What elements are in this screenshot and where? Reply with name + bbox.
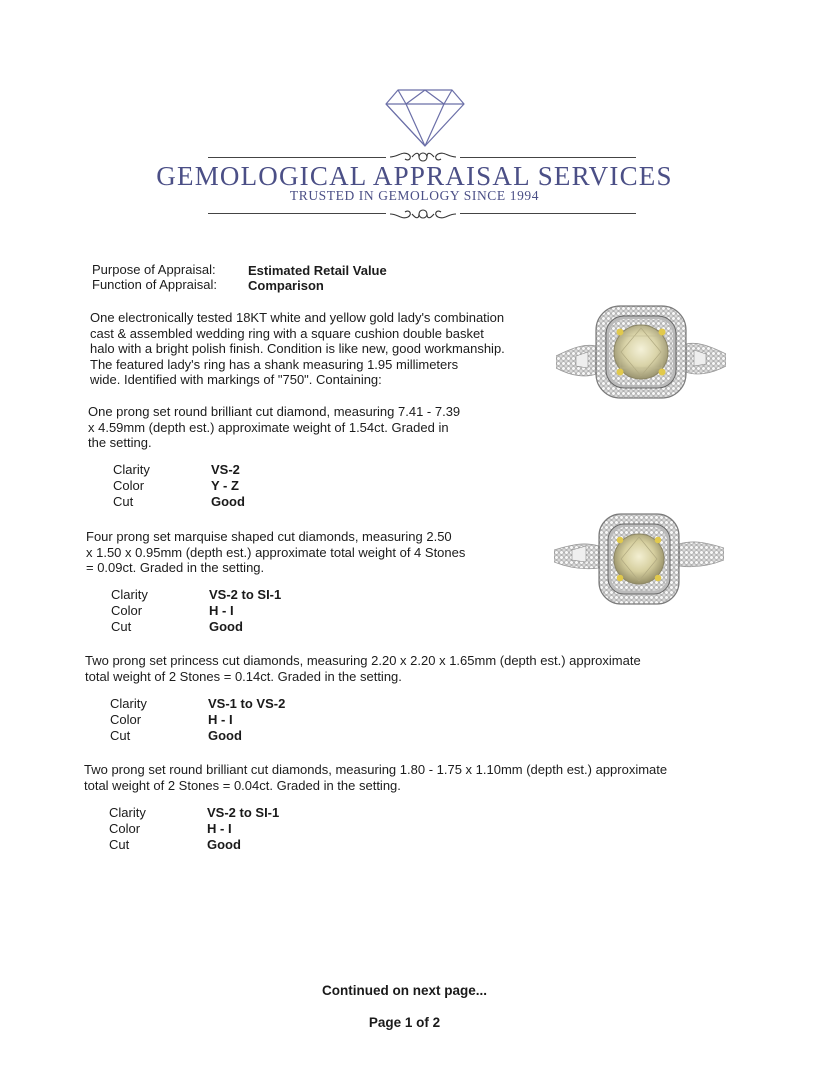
stone-line: total weight of 2 Stones = 0.14ct. Graded in the setting. (85, 668, 402, 684)
ring-photo-angle (554, 510, 724, 610)
stone-line: Four prong set marquise shaped cut diamonds, measuring 2.50 (86, 529, 452, 544)
appraisal-page: GEMOLOGICAL APPRAISAL SERVICES TRUSTED IN GEMOLOGY SINCE 1994 Purpose of Appraisal: Estimated Retail Value Function of Appraisal: Comparison One electronically tested 18KT white and yellow gold lady's combination cast & assembled wedding ring with a square cushion double basket halo with a bright polish finish. Condition is like new, good workmanship. The featured lady's ring has a shank measuring 1.95 millimeters wide. Identified with markings of "750". Containing: One prong set round brilliant cut diamond, measuring 7.41 - 7.39 x 4.59mm (depth est.) approximate weight of 1.54ct. Graded in the setting. Clarity VS-2 Color Y - Z Cut Good Four prong set marquise shaped cut diamonds, measuring 2.50 x 1.50 x 0.95mm (depth est.) approximate total weight of 4 Stones = 0.09ct. Graded in the setting. Clarity VS-2 to SI-1 Color H - I Cut Good Two prong set princess cut diamonds, measuring 2.20 x 2.20 x 1.65mm (depth est.) approximate total weight of 2 Stones = 0.14ct. Graded in the setting. Clarity VS-1 to VS-2 Color H - I Cut Good Two prong set round brilliant cut diamonds, measuring 1.80 - 1.75 x 1.10mm (depth est.) approximate total weight of 2 Stones = 0.04ct. Graded in the setting. Clarity VS-2 to SI-1 Color H - I Cut Good Continued on next page... Page 1 of 2 (0, 0, 829, 1080)
stone-4-description (84, 762, 667, 793)
stone-1-description (88, 404, 460, 451)
company-name: GEMOLOGICAL APPRAISAL SERVICES (156, 161, 673, 191)
stone-line: One prong set round brilliant cut diamond, measuring 7.41 - 7.39 (88, 404, 461, 419)
stone-line: the setting. (88, 435, 152, 450)
header-rule-top (208, 157, 386, 158)
header-rule-bottom (208, 213, 386, 214)
stone-line: x 1.50 x 0.95mm (depth est.) approximate total weight of 4 Stones (86, 544, 466, 560)
description-line: wide. Identified with markings of "750". Containing: (90, 372, 382, 387)
stone-line: Two prong set round brilliant cut diamonds, measuring 1.80 - 1.75 x 1.10mm (depth est.) approximate (84, 762, 668, 777)
ring-photo-front (556, 296, 726, 408)
stone-2-description (86, 529, 465, 576)
stone-line: total weight of 2 Stones = 0.04ct. Graded in the setting. (84, 777, 401, 793)
description-line: cast & assembled wedding ring with a square cushion double basket (90, 325, 484, 341)
header-rule-top-right (460, 157, 636, 158)
company-tagline: TRUSTED IN GEMOLOGY SINCE 1994 (289, 188, 540, 203)
description-line: The featured lady's ring has a shank measuring 1.95 millimeters (90, 356, 459, 372)
description-line: halo with a bright polish finish. Condition is like new, good workmanship. (90, 341, 505, 356)
stone-line: = 0.09ct. Graded in the setting. (86, 560, 265, 575)
function-value: Comparison (248, 278, 324, 293)
page-number: Page 1 of 2 (368, 1015, 441, 1030)
ring-description (90, 310, 505, 388)
header-rule-bottom-right (460, 213, 636, 214)
diamond-outline-icon (384, 88, 466, 148)
purpose-value: Estimated Retail Value (248, 263, 387, 278)
stone-line: Two prong set princess cut diamonds, measuring 2.20 x 2.20 x 1.65mm (depth est.) approximate (85, 653, 641, 668)
scroll-ornament-icon (388, 205, 458, 223)
stone-3-description (85, 653, 641, 684)
continued-notice: Continued on next page... (322, 983, 487, 998)
description-line: One electronically tested 18KT white and yellow gold lady's combination (90, 310, 505, 325)
function-label: Function of Appraisal: (92, 277, 218, 292)
purpose-label: Purpose of Appraisal: (92, 262, 216, 277)
stone-line: x 4.59mm (depth est.) approximate weight of 1.54ct. Graded in (88, 419, 449, 435)
